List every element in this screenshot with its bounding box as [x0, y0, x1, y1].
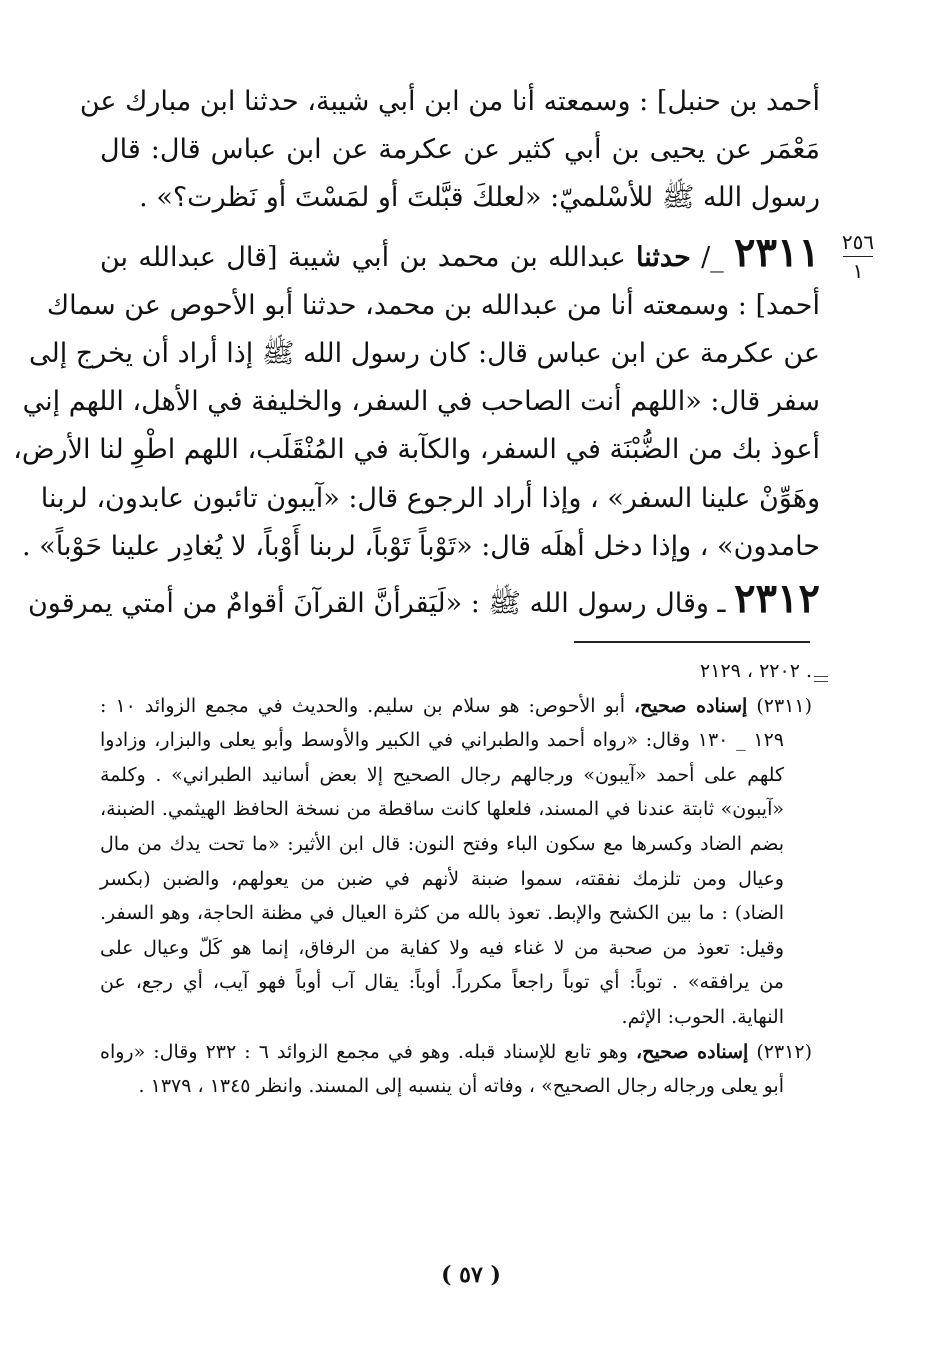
text-line: رسول الله ﷺ للأسْلميّ: «لعلكَ قبَّلتَ أو لمَسْتَ أو نَظرت؟» . [139, 182, 820, 214]
footnote-label: (٢٣١٢) [756, 1040, 813, 1063]
footnote-line: من يرافقه» . توباً: أي توباً راجعاً مكرراً. أوباً: يقال آب أوباً فهو آيب، أي رجع، عن [100, 971, 784, 994]
margin-ref-part: ١ [852, 259, 864, 283]
footnote-line: . ٢٢٠٢ ، ٢١٢٩ [700, 660, 812, 682]
text-line: أحمد] : وسمعته أنا من عبدالله بن محمد، حدثنا أبو الأحوص عن سماك [46, 289, 820, 321]
hadith-marker: ـ [717, 588, 726, 620]
footnote-2311-first-line [100, 689, 812, 724]
hadith-marker: _/ [701, 241, 724, 273]
hadith-number: ٢٣١٢ [734, 575, 820, 623]
margin-ref-volume-page: ٢٥٦ [841, 230, 875, 254]
hadith-number: ٢٣١١ [734, 228, 820, 276]
hadith-keyword: حدثنا [636, 241, 691, 273]
text-line: عن عكرمة عن ابن عباس قال: كان رسول الله ﷺ إذا أراد أن يخرج إلى [28, 338, 820, 370]
margin-reference [838, 230, 878, 283]
footnote-line: أبو يعلى ورجاله رجال الصحيح» ، وفاته أن ينسبه إلى المسند. وانظر ١٣٤٥ ، ١٣٧٩ . [138, 1075, 784, 1098]
text-line: سفر قال: «اللهم أنت الصاحب في السفر، والخليفة في الأهل، اللهم إني [22, 386, 820, 418]
text-line: مَعْمَر عن يحيى بن أبي كثير عن عكرمة عن ابن عباس قال: قال [100, 134, 820, 166]
text-line: وهَوِّنْ علينا السفر» ، وإذا أراد الرجوع قال: «آيبون تائبون عابدون، لربنا [40, 482, 820, 514]
footnotes [100, 654, 812, 1104]
footnote-text: أبو الأحوص: هو سلام بن سليم. والحديث في مجمع الزوائد ١٠ : [100, 694, 625, 717]
footnote-line: «آيبون» ثابتة عندنا في المسند، فلعلها كانت ساقطة من نسخة الحافظ الهيثمي. الضبنة، [100, 798, 784, 821]
footnote-line: الضاد) : ما بين الكشح والإبط. تعوذ بالله من كثرة العيال في مظنة الحاجة، وهو السفر. [100, 902, 784, 925]
text-line: أعوذ بك من الضُّبْنَة في السفر، والكآبة في المُنْقَلَب، اللهم اطْوِ لنا الأرض، [13, 434, 820, 466]
hadith-text: عبدالله بن محمد بن أبي شيبة [قال عبدالله بن [100, 241, 626, 273]
page-number: ( ٥٧ ) [441, 1262, 501, 1288]
hadith-2311-heading-line [100, 229, 820, 282]
footnote-keyword: إسناده صحيح، [634, 694, 748, 717]
hadith-text: وقال رسول الله ﷺ : «لَيَقرأنَّ القرآنَ أقوامٌ من أمتي يمرقون [27, 588, 709, 620]
footnote-keyword: إسناده صحيح، [636, 1040, 749, 1063]
hadith-2312-heading-line [27, 575, 820, 628]
footnote-line: وقيل: تعوذ من صحبة من لا غناء فيه ولا كفاية من الرفاق، إنما هو كَلّ وعيال على [100, 936, 784, 959]
margin-ref-divider [843, 256, 873, 257]
footnote-line: بضم الضاد وكسرها مع سكون الباء وفتح النون: قال ابن الأثير: «ما تحت يدك من مال [100, 832, 784, 855]
main-text [13, 78, 820, 628]
continuation-mark [814, 676, 828, 686]
footnote-label: (٢٣١١) [756, 694, 812, 717]
footnote-line: ١٢٩ _ ١٣٠ وقال: «رواه أحمد والطبراني في الكبير والأوسط وأبو يعلى والبزار، وزادوا [100, 729, 784, 752]
text-line: حامدون» ، وإذا دخل أهلَه قال: «تَوْباً تَوْباً، لربنا أَوْباً، لا يُغادِر علينا حَوْباً» . [22, 530, 820, 562]
footnote-divider [574, 641, 810, 643]
text-line: أحمد بن حنبل] : وسمعته أنا من ابن أبي شيبة، حدثنا ابن مبارك عن [79, 86, 820, 117]
footnote-line: كلهم على أحمد «آيبون» ورجالهم رجال الصحيح إلا بعض أسانيد الطبراني» . وكلمة [100, 763, 784, 786]
footnote-text: وهو تابع للإسناد قبله. وهو في مجمع الزوائد ٦ : ٢٣٢ وقال: «رواه [100, 1040, 628, 1063]
footnote-2312-first-line [100, 1035, 812, 1070]
footnote-line: النهاية. الحوب: الإثم. [621, 1005, 784, 1028]
footnote-line: وعيال ومن تلزمك نفقته، سموا ضبنة لأنهم في ضبن من يعولهم، والضبن (بكسر [100, 867, 784, 890]
